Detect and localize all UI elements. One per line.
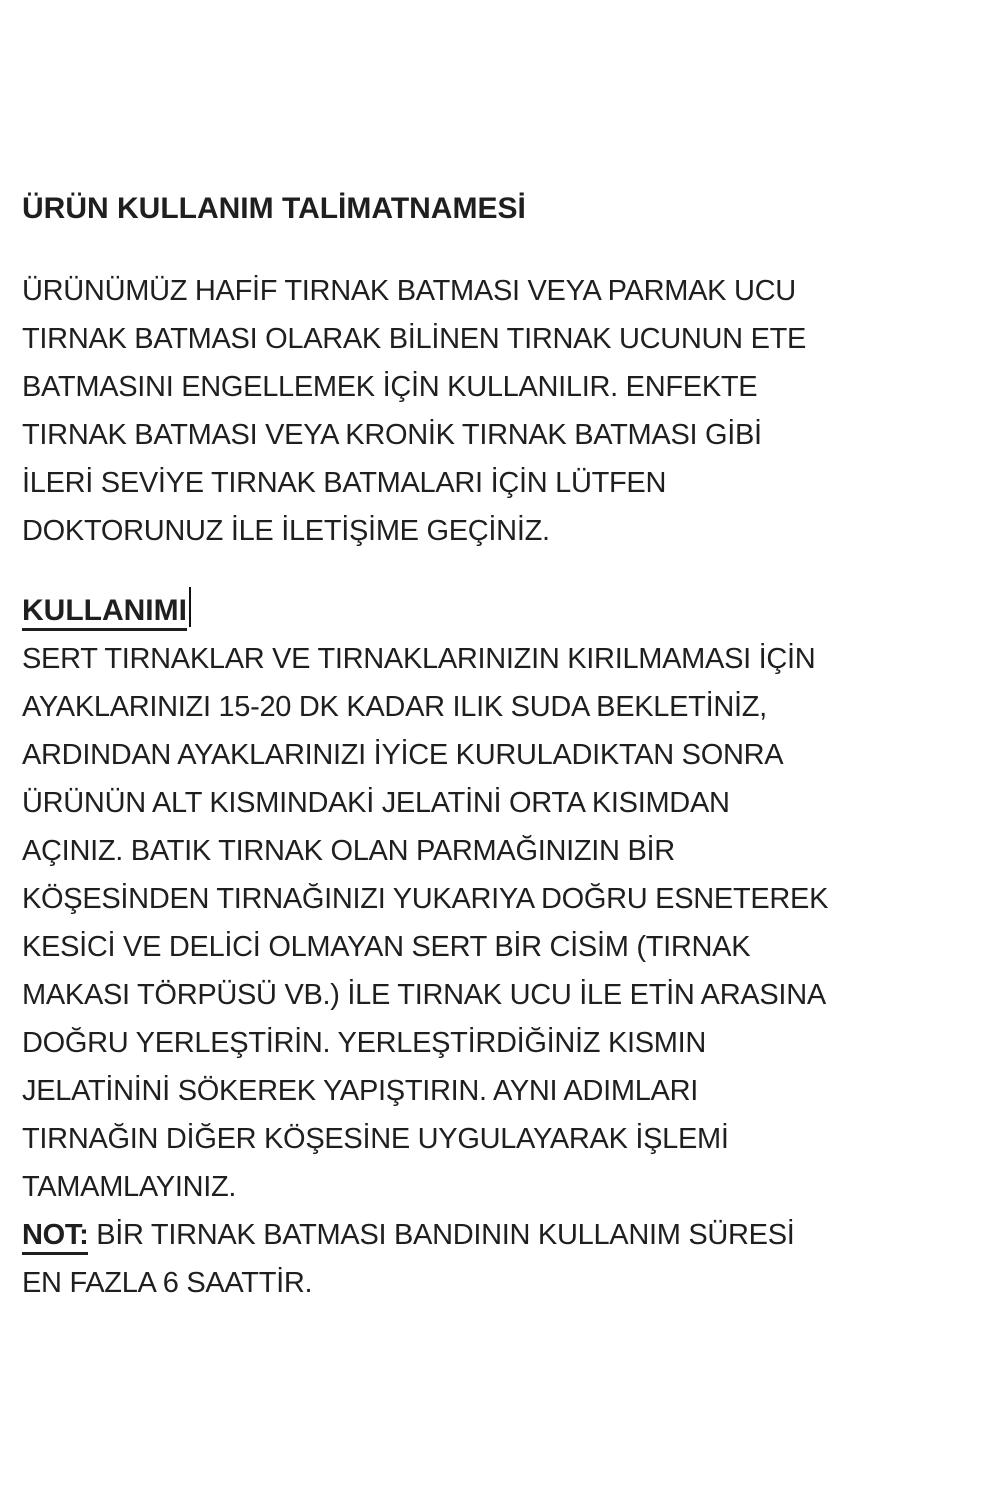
note-label: NOT:	[22, 1219, 88, 1255]
usage-heading: KULLANIMI	[22, 594, 187, 631]
usage-line: MAKASI TÖRPÜSÜ VB.) İLE TIRNAK UCU İLE ETİN ARASINA	[22, 979, 826, 1011]
usage-line: AYAKLARINIZI 15-20 DK KADAR ILIK SUDA BEKLETİNİZ,	[22, 691, 767, 723]
note-text: BİR TIRNAK BATMASI BANDININ KULLANIM SÜRESİ	[88, 1219, 795, 1251]
usage-section	[22, 587, 978, 1307]
note-line	[22, 1211, 978, 1259]
text-cursor	[189, 587, 191, 627]
intro-line: ÜRÜNÜMÜZ HAFİF TIRNAK BATMASI VEYA PARMAK UCU	[22, 275, 796, 307]
intro-line: TIRNAK BATMASI VEYA KRONİK TIRNAK BATMASI GİBİ	[22, 419, 762, 451]
intro-line: TIRNAK BATMASI OLARAK BİLİNEN TIRNAK UCUNUN ETE	[22, 323, 807, 355]
usage-line: DOĞRU YERLEŞTİRİN. YERLEŞTİRDİĞİNİZ KISMIN	[22, 1027, 707, 1059]
intro-line: İLERİ SEVİYE TIRNAK BATMALARI İÇİN LÜTFEN	[22, 467, 667, 499]
usage-line: ARDINDAN AYAKLARINIZI İYİCE KURULADIKTAN SONRA	[22, 739, 784, 771]
note-line-2: EN FAZLA 6 SAATTİR.	[22, 1267, 313, 1299]
usage-heading-line	[22, 587, 978, 635]
usage-line: ÜRÜNÜN ALT KISMINDAKİ JELATİNİ ORTA KISIMDAN	[22, 787, 730, 819]
usage-line: KESİCİ VE DELİCİ OLMAYAN SERT BİR CİSİM (TIRNAK	[22, 931, 751, 963]
usage-line: JELATİNİNİ SÖKEREK YAPIŞTIRIN. AYNI ADIMLARI	[22, 1075, 699, 1107]
intro-paragraph	[22, 267, 978, 555]
usage-line: SERT TIRNAKLAR VE TIRNAKLARINIZIN KIRILMAMASI İÇİN	[22, 643, 816, 675]
usage-line: TAMAMLAYINIZ.	[22, 1171, 237, 1203]
intro-line: BATMASINI ENGELLEMEK İÇİN KULLANILIR. ENFEKTE	[22, 371, 758, 403]
usage-line: TIRNAĞIN DİĞER KÖŞESİNE UYGULAYARAK İŞLEMİ	[22, 1123, 729, 1155]
usage-line: KÖŞESİNDEN TIRNAĞINIZI YUKARIYA DOĞRU ESNETEREK	[22, 883, 829, 915]
usage-line: AÇINIZ. BATIK TIRNAK OLAN PARMAĞINIZIN BİR	[22, 835, 675, 867]
intro-line: DOKTORUNUZ İLE İLETİŞİME GEÇİNİZ.	[22, 515, 550, 547]
document-title: ÜRÜN KULLANIM TALİMATNAMESİ	[22, 192, 526, 225]
